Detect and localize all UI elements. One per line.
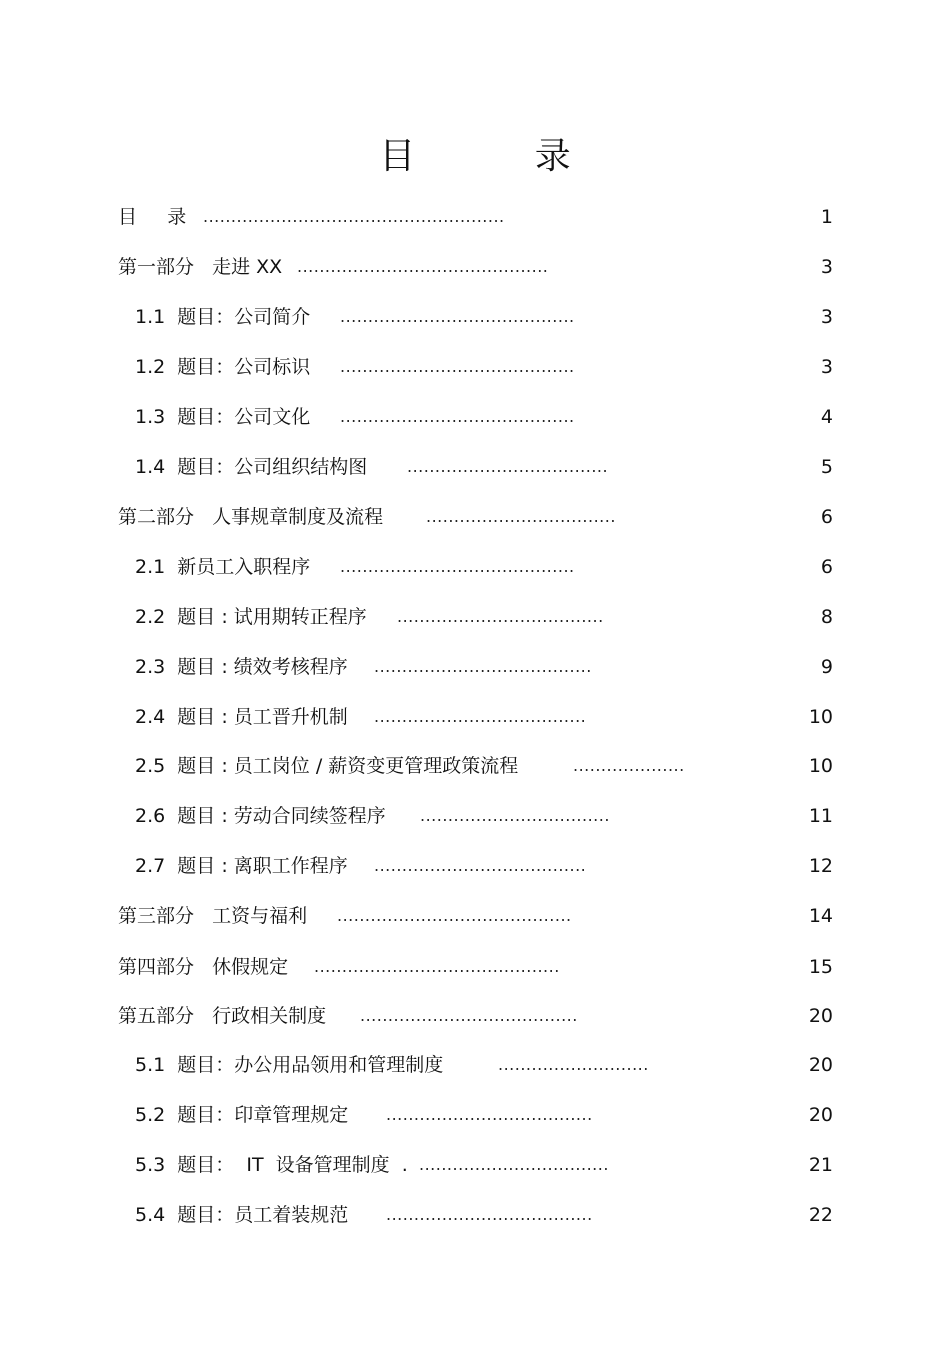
toc-entry[interactable] xyxy=(0,253,950,281)
toc-leader-dots: ............................................. xyxy=(297,257,549,276)
toc-page-number: 15 xyxy=(808,956,833,978)
toc-entry-label: 1.4 题目：公司组织结构图 xyxy=(135,456,368,478)
toc-page-number: 10 xyxy=(808,706,833,728)
toc-page-number: 3 xyxy=(820,356,833,378)
toc-leader-dots: .................................... xyxy=(407,457,609,476)
toc-leader-dots: ..................................... xyxy=(386,1105,593,1124)
toc-entry-label: 2.4 题目 : 员工晋升机制 xyxy=(135,706,348,728)
toc-leader-dots: .......................................... xyxy=(340,357,575,376)
toc-page-number: 5 xyxy=(820,456,833,478)
toc-entry-label: 2.7 题目 : 离职工作程序 xyxy=(135,855,348,877)
toc-entry-label: 2.6 题目 : 劳动合同续签程序 xyxy=(135,805,386,827)
toc-leader-dots: .................................. xyxy=(426,507,616,526)
toc-entry[interactable] xyxy=(0,353,950,381)
toc-entry[interactable] xyxy=(0,852,950,880)
toc-page-number: 12 xyxy=(808,855,833,877)
toc-page-number: 6 xyxy=(820,556,833,578)
toc-entry[interactable] xyxy=(0,453,950,481)
toc-entry-label: 5.3 题目： IT 设备管理制度 . xyxy=(135,1154,408,1176)
toc-page-number: 3 xyxy=(820,256,833,278)
toc-page-number: 8 xyxy=(820,606,833,628)
toc-page-number: 1 xyxy=(820,206,833,228)
toc-entry[interactable] xyxy=(0,802,950,830)
toc-leader-dots: ....................................... xyxy=(360,1006,578,1025)
toc-entry-label: 1.3 题目：公司文化 xyxy=(135,406,311,428)
toc-entry[interactable] xyxy=(0,603,950,631)
toc-entry[interactable] xyxy=(0,1051,950,1079)
page-title: 目 录 xyxy=(379,136,625,177)
toc-leader-dots: .................................. xyxy=(419,1155,609,1174)
toc-entry[interactable] xyxy=(0,1151,950,1179)
toc-entry[interactable] xyxy=(0,752,950,780)
toc-page-number: 4 xyxy=(820,406,833,428)
toc-leader-dots: ...................................... xyxy=(374,856,587,875)
toc-leader-dots: ...................................................... xyxy=(203,207,505,226)
toc-entry-label: 5.4 题目：员工着装规范 xyxy=(135,1204,349,1226)
toc-leader-dots: .................................. xyxy=(420,806,610,825)
toc-entry-label: 第一部分 走进 XX xyxy=(118,256,283,278)
toc-leader-dots: .................... xyxy=(573,756,685,775)
toc-leader-dots: ...................................... xyxy=(374,707,587,726)
toc-leader-dots: .......................................... xyxy=(340,307,575,326)
toc-entry-label: 5.1 题目：办公用品领用和管理制度 xyxy=(135,1054,444,1076)
toc-page-number: 20 xyxy=(808,1104,833,1126)
toc-leader-dots: ............................................ xyxy=(314,957,560,976)
toc-entry-label: 1.1 题目：公司简介 xyxy=(135,306,311,328)
toc-entry[interactable] xyxy=(0,653,950,681)
toc-entry-label: 2.3 题目 : 绩效考核程序 xyxy=(135,656,348,678)
toc-entry-label: 2.5 题目 : 员工岗位 / 薪资变更管理政策流程 xyxy=(135,755,519,777)
toc-entry-label: 5.2 题目：印章管理规定 xyxy=(135,1104,349,1126)
toc-entry-label: 第二部分 人事规章制度及流程 xyxy=(118,506,384,528)
toc-page-number: 11 xyxy=(808,805,833,827)
toc-entry[interactable] xyxy=(0,203,950,231)
toc-page-number: 3 xyxy=(820,306,833,328)
toc-entry[interactable] xyxy=(0,303,950,331)
toc-entry-label: 第五部分 行政相关制度 xyxy=(118,1005,327,1027)
toc-leader-dots: ....................................... xyxy=(374,657,592,676)
toc-leader-dots: .......................................... xyxy=(340,407,575,426)
toc-leader-dots: ..................................... xyxy=(386,1205,593,1224)
toc-entry[interactable] xyxy=(0,902,950,930)
toc-entry[interactable] xyxy=(0,403,950,431)
toc-page-number: 21 xyxy=(808,1154,833,1176)
toc-page-number: 20 xyxy=(808,1005,833,1027)
toc-page-number: 6 xyxy=(820,506,833,528)
toc-entry-label: 目 录 xyxy=(118,206,187,228)
toc-entry[interactable] xyxy=(0,953,950,981)
toc-leader-dots: .......................................... xyxy=(337,906,572,925)
toc-page-number: 10 xyxy=(808,755,833,777)
toc-entry-label: 2.2 题目 : 试用期转正程序 xyxy=(135,606,367,628)
toc-page-number: 22 xyxy=(808,1204,833,1226)
toc-entry-label: 第三部分 工资与福利 xyxy=(118,905,308,927)
toc-entry[interactable] xyxy=(0,1002,950,1030)
toc-page-number: 14 xyxy=(808,905,833,927)
toc-page-number: 9 xyxy=(820,656,833,678)
toc-entry-label: 1.2 题目：公司标识 xyxy=(135,356,311,378)
toc-entry[interactable] xyxy=(0,553,950,581)
toc-entry[interactable] xyxy=(0,1101,950,1129)
toc-entry[interactable] xyxy=(0,703,950,731)
toc-entry-label: 第四部分 休假规定 xyxy=(118,956,289,978)
toc-leader-dots: .......................................... xyxy=(340,557,575,576)
toc-entry-label: 2.1 新员工入职程序 xyxy=(135,556,311,578)
toc-page-number: 20 xyxy=(808,1054,833,1076)
toc-entry[interactable] xyxy=(0,1201,950,1229)
toc-leader-dots: ........................... xyxy=(498,1055,649,1074)
toc-leader-dots: ..................................... xyxy=(397,607,604,626)
toc-entry[interactable] xyxy=(0,503,950,531)
